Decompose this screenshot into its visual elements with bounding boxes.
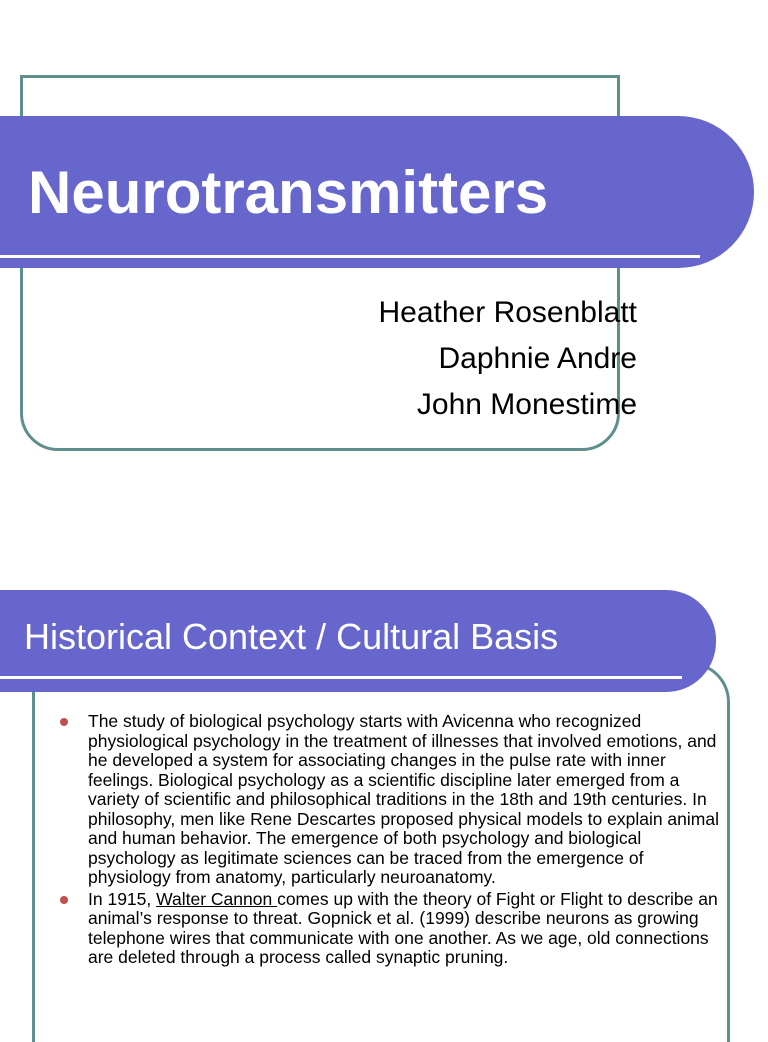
author-name: Daphnie Andre [438, 342, 637, 375]
banner-divider [0, 676, 682, 679]
banner-divider [0, 255, 700, 258]
bullet-text: comes up with the theory of Fight or Flight to describe an animal’s response to threat. Gopnick et al. (1999) describe neurons as growing telephone wires that communicate with one another. As we age, old connections are deleted through a process called synaptic pruning. [88, 888, 718, 967]
author-list [379, 290, 638, 428]
bullet-text-prefix: In 1915, [88, 888, 157, 909]
bullet-item [60, 712, 720, 888]
title-slide [0, 0, 768, 512]
bullet-dot-icon [60, 718, 68, 726]
slide-title: Historical Context / Cultural Basis [24, 616, 559, 657]
walter-cannon-link[interactable]: Walter Cannon [156, 888, 278, 909]
bullet-list [60, 712, 720, 970]
bullet-item [60, 890, 720, 968]
bullet-text: The study of biological psychology starts with Avicenna who recognized physiological psychology in the treatment of illnesses that involved emotions, and he developed a system for associating changes in the pulse rate with inner feelings. Biological psychology as a scientific discipline later emerged from a variety of scientific and philosophical traditions in the 18th and 19th centuries. In philosophy, men like Rene Descartes proposed physical models to explain animal and human behavior. The emergence of both psychology and biological psychology as legitimate sciences can be traced from the emergence of physiology from anatomy, particularly neuroanatomy. [88, 711, 719, 887]
author-name: John Monestime [416, 388, 637, 421]
author-name: Heather Rosenblatt [378, 296, 637, 329]
slide-title: Neurotransmitters [28, 159, 549, 226]
bullet-dot-icon [60, 896, 68, 904]
content-slide [0, 512, 768, 1024]
